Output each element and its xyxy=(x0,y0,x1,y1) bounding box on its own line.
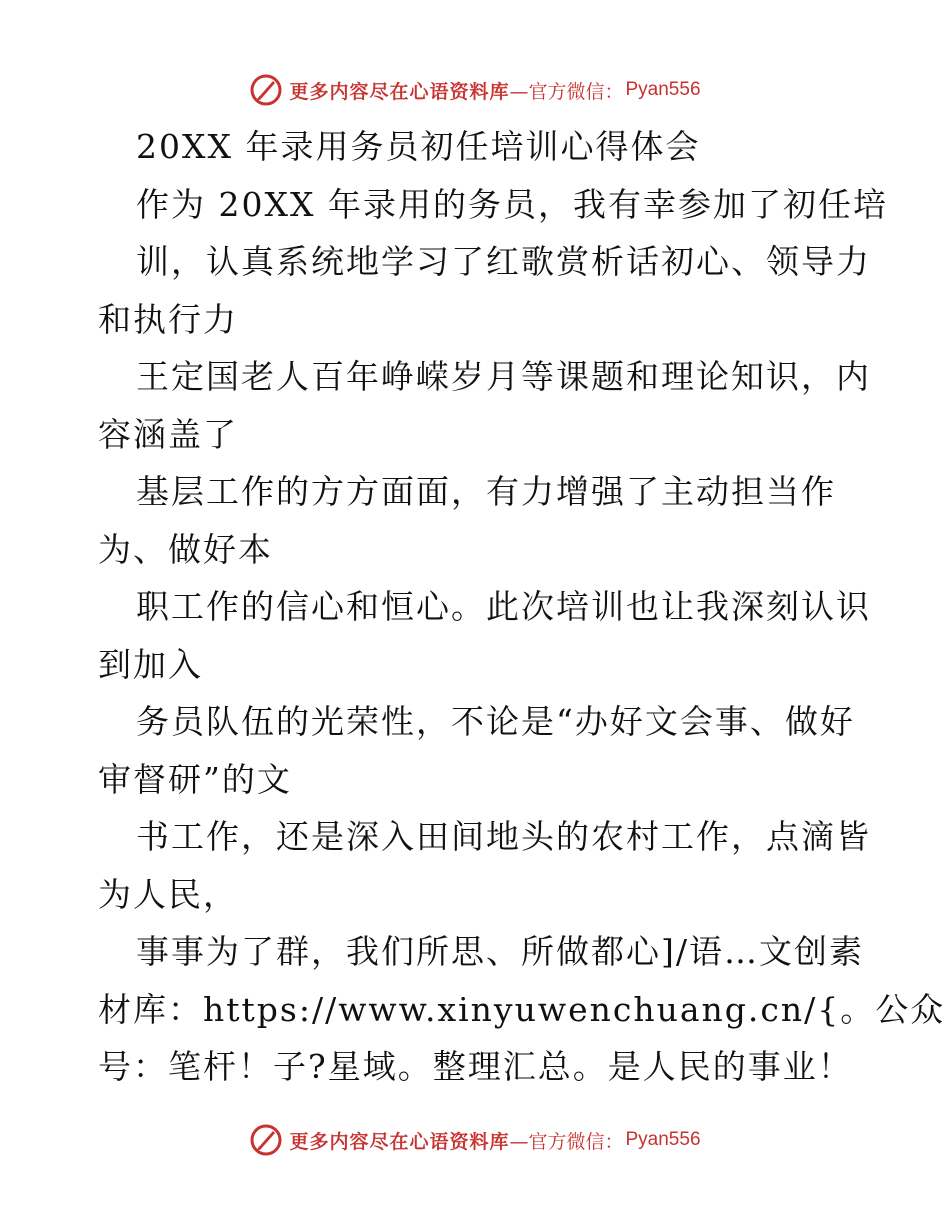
document-line: 20XX 年录用务员初任培训心得体会 xyxy=(136,127,701,166)
header-banner xyxy=(0,70,950,110)
banner-separator: —官方微信： xyxy=(509,80,624,103)
banner-text: 更多内容尽在心语资料库 xyxy=(289,1130,510,1153)
document-line: 职工作的信心和恒心。此次培训也让我深刻认识 xyxy=(136,587,871,626)
document-line: 和执行力 xyxy=(98,299,238,339)
document-line: 为、做好本 xyxy=(98,529,273,569)
document-line: 基层工作的方方面面，有力增强了主动担当作 xyxy=(136,472,836,511)
document-line: 号：笔杆！子?星域。整理汇总。是人民的事业！ xyxy=(98,1047,853,1086)
document-line: 训，认真系统地学习了红歌赏析话初心、领导力 xyxy=(136,242,871,281)
document-line: 到加入 xyxy=(98,644,203,684)
document-line: 王定国老人百年峥嵘岁月等课题和理论知识，内 xyxy=(136,357,871,396)
document-line: 容涵盖了 xyxy=(98,414,238,454)
banner-text: 更多内容尽在心语资料库 xyxy=(289,80,510,103)
feather-pen-logo-icon xyxy=(249,1123,283,1157)
document-line: 事事为了群，我们所思、所做都心]/语…文创素 xyxy=(136,932,864,971)
document-line: 审督研”的文 xyxy=(98,759,292,799)
document-line: 为人民， xyxy=(98,874,238,914)
feather-pen-logo-icon xyxy=(249,73,283,107)
document-line: 书工作，还是深入田间地头的农村工作，点滴皆 xyxy=(136,817,871,856)
document-line: 务员队伍的光荣性，不论是“办好文会事、做好 xyxy=(136,702,855,741)
banner-wechat-handle: Pyan556 xyxy=(625,79,701,100)
document-line: 作为 20XX 年录用的务员，我有幸参加了初任培 xyxy=(136,184,888,224)
document-line: 材库：https://www.xinyuwenchuang.cn/{。公众 xyxy=(98,989,946,1029)
banner-separator: —官方微信： xyxy=(509,1130,624,1153)
footer-banner xyxy=(0,1120,950,1160)
document-body xyxy=(98,118,946,1096)
banner-wechat-handle: Pyan556 xyxy=(625,1129,701,1150)
